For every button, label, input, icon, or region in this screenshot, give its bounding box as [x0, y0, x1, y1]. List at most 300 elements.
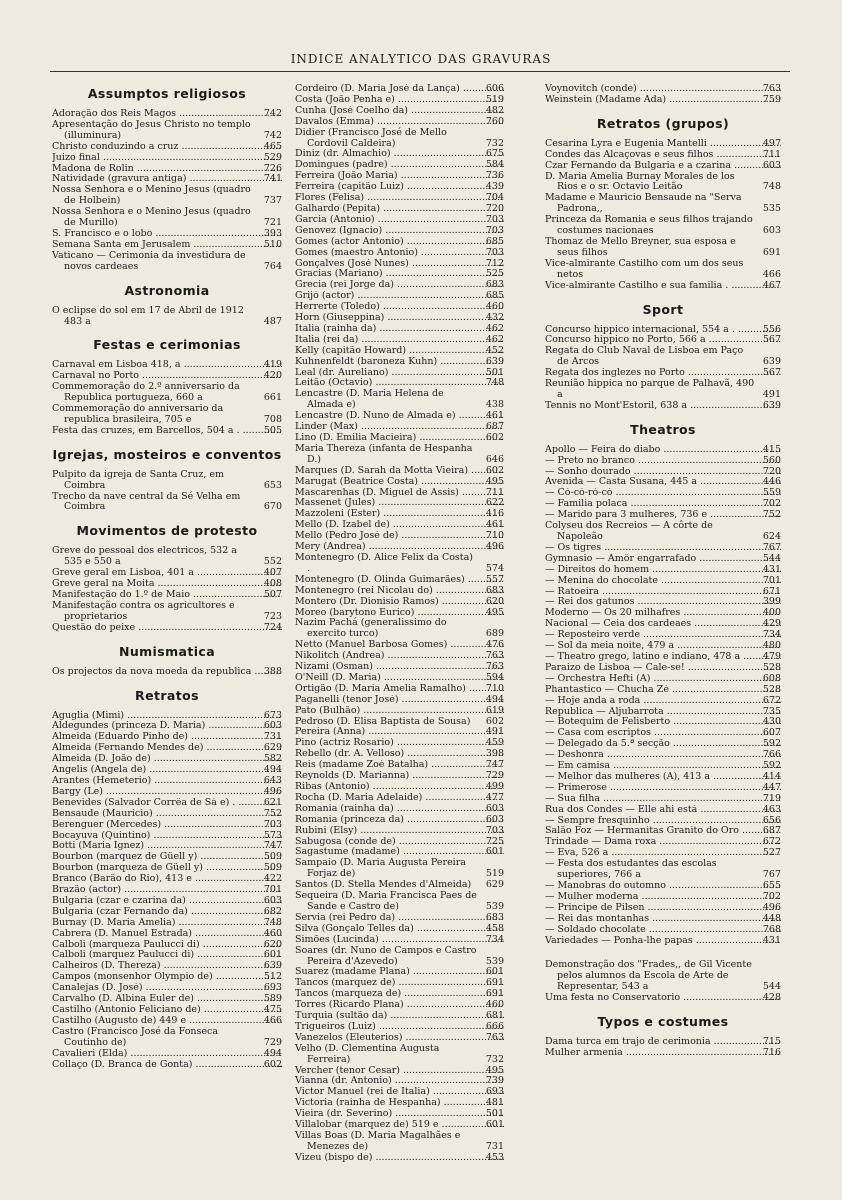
index-entry	[545, 150, 781, 161]
index-entry	[295, 1098, 504, 1109]
entry-page-number: 461	[485, 410, 504, 422]
entry-page-number: 594	[485, 671, 504, 683]
entry-page-number: 560	[762, 454, 781, 466]
section-title: Retratos (grupos)	[596, 115, 730, 131]
entry-page-number: 766	[762, 749, 781, 761]
index-entry	[295, 269, 504, 280]
entry-page-number: 496	[762, 901, 781, 913]
entry-title: — Familia polaca .....	[545, 499, 781, 510]
entry-page-number: 653	[263, 479, 282, 491]
index-entry	[545, 467, 781, 478]
entry-title: Reynolds (D. Marianna) .....	[295, 771, 504, 782]
index-entry	[52, 831, 282, 842]
index-entry	[295, 160, 504, 171]
entry-title: — Botequim de Felisberto .....	[545, 717, 781, 728]
spacer	[545, 946, 781, 960]
index-entry	[295, 553, 504, 575]
entry-page-number: 505	[263, 424, 282, 436]
index-entry	[545, 993, 781, 1004]
index-entry	[545, 456, 781, 467]
index-entry	[295, 1011, 504, 1022]
index-entry	[545, 565, 781, 576]
entry-page-number: 685	[485, 290, 504, 302]
entry-page-number: 639	[263, 960, 282, 972]
entry-title: Variedades — Ponha-lhe papas .....	[545, 936, 781, 947]
entry-title: Ortigão (D. Maria Amelia Ramalho) .....	[295, 684, 504, 695]
section-title: Numismatica	[118, 643, 216, 659]
entry-title: Garcia (Antonio) .....	[295, 215, 504, 226]
entry-page-number: 497	[762, 137, 781, 149]
entry-title: Apresentação do Jesus Christo no templo (illuminura)	[52, 118, 251, 141]
entry-title: Pino (actriz Rosario) .....	[295, 738, 504, 749]
entry-title: — Em camisa .....	[545, 761, 781, 772]
entry-page-number: 429	[762, 618, 781, 630]
entry-page-number: 691	[485, 988, 504, 1000]
entry-title: Trecho da nave central da Sé Velha em Coimbra	[52, 490, 241, 513]
entry-page-number: 691	[485, 977, 504, 989]
index-entry	[295, 509, 504, 520]
entry-page-number: 703	[263, 818, 282, 830]
entry-title: Mello (D. Izabel de) .....	[295, 520, 504, 531]
entry-title: Calboli (marqueza Paulucci di) .....	[52, 940, 282, 951]
index-entry	[545, 576, 781, 587]
entry-title: Ferreira (capitão Luiz) .....	[295, 182, 504, 193]
entry-title: Castilho (Augusto de) 449 e .....	[52, 1016, 282, 1027]
entry-title: Avenida — Casta Susana, 445 a .....	[545, 477, 781, 488]
entry-page-number: 399	[762, 596, 781, 608]
entry-title: — Theatro grego, latino e indiano, 478 a .....	[545, 652, 781, 663]
entry-title: — Casa com escriptos .....	[545, 728, 781, 739]
entry-page-number: 666	[485, 1020, 504, 1032]
entry-title: Marques (D. Sarah da Motta Vieira) .....	[295, 466, 504, 477]
entry-title: — Menina do chocolate .....	[545, 576, 781, 587]
section-title: Retratos	[135, 687, 199, 703]
entry-title: Os projectos da nova moeda da republica .....	[52, 667, 282, 678]
index-entry	[52, 404, 282, 426]
index-entry	[52, 251, 282, 273]
entry-title: Galhardo (Pepita) .....	[295, 204, 504, 215]
entry-page-number: 499	[485, 781, 504, 792]
entry-page-number: 603	[263, 894, 282, 906]
entry-title: Arantes (Hemeterio) .....	[52, 776, 282, 787]
index-entry	[295, 946, 504, 968]
index-entry	[295, 422, 504, 433]
entry-title: Romania (rainha da) .....	[295, 804, 504, 815]
entry-page-number: 398	[485, 748, 504, 760]
index-entry	[295, 684, 504, 695]
entry-title: Vice-almirante Castilho e sua familia . .....	[545, 281, 781, 292]
index-entry	[545, 652, 781, 663]
entry-page-number: 608	[762, 672, 781, 684]
entry-page-number: 693	[485, 1086, 504, 1098]
index-entry	[52, 950, 282, 961]
index-entry	[545, 488, 781, 499]
theatros-extra-list	[545, 960, 781, 1004]
entry-page-number: 393	[263, 227, 282, 239]
index-entry	[295, 891, 504, 913]
index-entry	[52, 787, 282, 798]
entry-title: Ferreira (João Maria) .....	[295, 171, 504, 182]
index-entry	[545, 325, 781, 336]
index-entry	[545, 237, 781, 259]
entry-title: — Sol da meia noite, 479 a .....	[545, 641, 781, 652]
entry-title: — Festa dos estudantes das escolas superiores, 766 a	[545, 858, 717, 881]
entry-title: Madona de Rolin .....	[52, 164, 282, 175]
index-entry	[545, 641, 781, 652]
entry-title: Netto (Manuel Barbosa Gomes) .....	[295, 640, 504, 651]
index-entry	[545, 805, 781, 816]
entry-title: — Sua filha .....	[545, 794, 781, 805]
entry-page-number: 494	[263, 764, 282, 776]
column-right	[545, 84, 781, 1059]
index-entry	[295, 259, 504, 270]
entry-title: Didier (Francisco José de Mello Cordovil Caldeira)	[295, 126, 447, 149]
index-entry	[52, 1005, 282, 1016]
entry-page-number: 477	[485, 791, 504, 803]
entry-page-number: 767	[762, 869, 781, 881]
entry-title: Genovez (Ignacio) .....	[295, 226, 504, 237]
entry-title: Christo conduzindo a cruz .....	[52, 142, 282, 153]
entry-page-number: 463	[762, 803, 781, 815]
entry-title: D. Maria Amelia Burnay Morales de los Rios e o sr. Octavio Leitão	[545, 170, 735, 193]
entry-title: Vieira (dr. Severino) .....	[295, 1109, 504, 1120]
entry-page-number: 708	[263, 413, 282, 425]
entry-title: Regata dos inglezes no Porto .....	[545, 368, 781, 379]
entry-title: Greve geral em Lisboa, 401 a .....	[52, 568, 282, 579]
entry-page-number: 729	[485, 770, 504, 782]
index-entry	[295, 760, 504, 771]
index-entry	[295, 117, 504, 128]
entry-page-number: 671	[762, 585, 781, 597]
index-entry	[545, 1037, 781, 1048]
index-entry	[295, 346, 504, 357]
index-entry	[295, 1044, 504, 1066]
entry-title: Sabugosa (conde de) .....	[295, 837, 504, 848]
entry-title: Lino (D. Emilia Macieira) .....	[295, 433, 504, 444]
index-entry	[545, 859, 781, 881]
entry-page-number: 691	[762, 246, 781, 258]
entry-title: Carnaval em Lisboa 418, a .....	[52, 360, 282, 371]
entry-title: — Mulher moderna .....	[545, 892, 781, 903]
index-entry	[295, 106, 504, 117]
index-entry	[52, 229, 282, 240]
entry-page-number: 460	[485, 301, 504, 313]
entry-title: Davalos (Emma) .....	[295, 117, 504, 128]
entry-title: Phantastico — Chucha Zé .....	[545, 685, 781, 696]
entry-title: Apollo — Feira do diabo .....	[545, 445, 781, 456]
entry-title: Condes das Alcaçovas e seus filhos .....	[545, 150, 781, 161]
index-entry	[52, 994, 282, 1005]
section-title: Theatros	[630, 421, 696, 437]
entry-page-number: 752	[263, 807, 282, 819]
entry-title: Costa (João Penha e) .....	[295, 95, 504, 106]
entry-title: Bulgaria (czar Fernando da) .....	[52, 907, 282, 918]
entry-title: Diniz (dr. Almachio) .....	[295, 149, 504, 160]
entry-title: Flores (Felisa) .....	[295, 193, 504, 204]
entry-title: Festa das cruzes, em Barcellos, 504 a . .....	[52, 426, 282, 437]
entry-page-number: 466	[263, 1014, 282, 1026]
entry-page-number: 646	[485, 453, 504, 465]
index-entry	[545, 445, 781, 456]
index-entry	[295, 1076, 504, 1087]
index-entry	[295, 651, 504, 662]
index-entry	[295, 280, 504, 291]
entry-page-number: 601	[485, 1119, 504, 1131]
section-title: Sport	[642, 301, 684, 317]
entry-title: Grecia (rei Jorge da) .....	[295, 280, 504, 291]
index-entry	[545, 346, 781, 368]
entry-title: Cavalieri (Elda) .....	[52, 1049, 282, 1060]
index-entry	[295, 793, 504, 804]
index-entry	[545, 837, 781, 848]
index-entry	[295, 466, 504, 477]
entry-title: — Reposteiro verde .....	[545, 630, 781, 641]
entry-title: — Hoje anda a roda .....	[545, 696, 781, 707]
index-entry	[52, 382, 282, 404]
entry-page-number: 629	[485, 879, 504, 891]
entry-page-number: 487	[263, 315, 282, 327]
entry-title: Uma festa no Conservatorio .....	[545, 993, 781, 1004]
entry-page-number: 763	[485, 661, 504, 673]
index-entry	[295, 520, 504, 531]
index-entry	[52, 929, 282, 940]
entry-page-number: 681	[485, 1010, 504, 1022]
index-entry	[295, 826, 504, 837]
entry-page-number: 512	[263, 971, 282, 983]
entry-page-number: 556	[762, 323, 781, 335]
entry-title: — Os tigres .....	[545, 543, 781, 554]
entry-title: Montenegro (rei Nicolau do) .....	[295, 586, 504, 597]
index-entry	[295, 84, 504, 95]
entry-title: Cunha (José Coelho da) .....	[295, 106, 504, 117]
entry-title: Santos (D. Stella Mendes d'Almeida)	[295, 879, 472, 891]
entry-page-number: 552	[263, 556, 282, 568]
entry-title: Bocayuva (Quintino) .....	[52, 831, 282, 842]
entry-title: Collaço (D. Branca de Gonta) .....	[52, 1060, 282, 1071]
entry-page-number: 494	[263, 1047, 282, 1059]
entry-title: Carvalho (D. Albina Euler de) .....	[52, 994, 282, 1005]
index-entry	[52, 711, 282, 722]
entry-page-number: 460	[485, 999, 504, 1011]
index-entry	[545, 587, 781, 598]
entry-title: Bourbon (marquez de Güell y) .....	[52, 852, 282, 863]
entry-page-number: 747	[485, 759, 504, 771]
entry-title: Vercher (tenor Cesar) .....	[295, 1066, 504, 1077]
entry-page-number: 768	[762, 923, 781, 935]
index-entry	[52, 852, 282, 863]
entry-title: Mascarenhas (D. Miguel de Assis) .....	[295, 488, 504, 499]
entry-page-number: 767	[762, 541, 781, 553]
entry-title: Vanezelos (Eleuterios) .....	[295, 1033, 504, 1044]
entry-title: Pato (Bulhão) .....	[295, 706, 504, 717]
entry-title: Weinstein (Madame Ada) .....	[545, 95, 781, 106]
theatros-list	[545, 445, 781, 947]
entry-page-number: 481	[485, 1097, 504, 1109]
entry-page-number: 458	[485, 922, 504, 934]
entry-page-number: 621	[263, 796, 282, 808]
entry-title: Reunião hippica no parque de Palhavã, 490 a	[545, 378, 755, 400]
entry-page-number: 685	[485, 235, 504, 247]
header-rule	[50, 71, 790, 72]
entry-title: Marugat (Beatrice Costa) .....	[295, 477, 504, 488]
entry-title: Soares (dr. Nuno de Campos e Castro Pereira d'Azevedo)	[295, 944, 477, 967]
index-entry	[52, 1060, 282, 1071]
index-entry	[545, 685, 781, 696]
entry-title: — Melhor das mulheres (A), 413 a .....	[545, 772, 781, 783]
index-entry	[295, 695, 504, 706]
entry-page-number: 529	[263, 151, 282, 163]
entry-page-number: 415	[762, 443, 781, 455]
entry-page-number: 639	[485, 355, 504, 367]
index-entry	[545, 761, 781, 772]
entry-title: Bulgaria (czar e czarina da) .....	[52, 896, 282, 907]
entry-page-number: 460	[263, 927, 282, 939]
entry-title: Pereira (Anna) .....	[295, 727, 504, 738]
entry-title: Manifestação contra os agricultores e proprietarios	[52, 599, 235, 622]
index-entry	[52, 667, 282, 678]
index-entry	[295, 662, 504, 673]
entry-title: Paraizo de Lisboa — Cale-se! .....	[545, 663, 781, 674]
entry-page-number: 732	[485, 137, 504, 149]
index-entry	[52, 765, 282, 776]
entry-page-number: 710	[485, 530, 504, 542]
entry-title: Gomes (actor Antonio) .....	[295, 237, 504, 248]
entry-title: Trigueiros (Luiz) .....	[295, 1022, 504, 1033]
entry-title: Moreo (barytono Eurico) .....	[295, 608, 504, 619]
entry-title: Brazão (actor) .....	[52, 885, 282, 896]
entry-page-number: 452	[485, 344, 504, 356]
index-entry	[295, 749, 504, 760]
entry-page-number: 567	[762, 334, 781, 346]
entry-title: Montenegro (D. Olinda Guimarães) .....	[295, 575, 504, 586]
index-entry	[295, 1066, 504, 1077]
entry-page-number: 729	[263, 1036, 282, 1048]
entry-page-number: 465	[263, 140, 282, 152]
entry-page-number: 701	[263, 884, 282, 896]
entry-page-number: 519	[485, 93, 504, 105]
entry-page-number: 582	[263, 753, 282, 765]
entry-title: Calboli (marquez Paulucci di) .....	[52, 950, 282, 961]
entry-title: Sequeira (D. Maria Francisca Paes de Sande e Castro de)	[295, 890, 477, 912]
entry-title: Mello (Pedro José de) .....	[295, 531, 504, 542]
index-entry	[545, 663, 781, 674]
entry-title: Adoração dos Reis Magos .....	[52, 109, 282, 120]
entry-page-number: 670	[263, 501, 282, 513]
entry-title: Velho (D. Clementina Augusta Ferreira)	[295, 1042, 440, 1065]
entry-title: Vianna (dr. Antonio) .....	[295, 1076, 504, 1087]
entry-title: Greve do pessoal dos electricos, 532 a 535 e 550 a	[52, 545, 237, 568]
index-entry	[52, 164, 282, 175]
entry-page-number: 703	[485, 246, 504, 258]
index-entry	[52, 601, 282, 623]
index-entry	[52, 940, 282, 951]
section-title: Assumptos religiosos	[87, 86, 247, 101]
entry-title: — Orchestra Hefti (A) .....	[545, 674, 781, 685]
entry-page-number: 672	[762, 836, 781, 848]
index-entry	[52, 754, 282, 765]
section-title: Movimentos de protesto	[76, 523, 258, 539]
index-entry	[545, 499, 781, 510]
igrejas-list	[52, 470, 282, 514]
entry-title: Commemoração do 2.º anniversario da Republica portugueza, 660 a	[52, 381, 240, 404]
entry-title: Greve geral na Moita .....	[52, 579, 282, 590]
religiosos-list	[52, 109, 282, 273]
entry-title: Cabrera (D. Manuel Estrada) .....	[52, 929, 282, 940]
index-entry	[52, 961, 282, 972]
entry-page-number: 448	[762, 912, 781, 924]
index-entry	[52, 907, 282, 918]
index-entry	[295, 1153, 504, 1164]
entry-page-number: 673	[263, 709, 282, 721]
index-entry	[52, 1049, 282, 1060]
entry-title: Villalobar (marquez de) 519 e .....	[295, 1120, 504, 1131]
index-entry	[295, 586, 504, 597]
entry-title: — Manobras do outomno .....	[545, 881, 781, 892]
entry-page-number: 535	[762, 203, 781, 215]
entry-title: Questão do peixe .....	[52, 623, 282, 634]
entry-page-number: 683	[485, 279, 504, 291]
entry-title: Demonstração dos "Frades,, de Gil Vicente pelos alumnos da Escola de Arte de Representar, 543 a	[545, 959, 752, 993]
index-entry	[295, 706, 504, 717]
entry-title: Botti (Maria Ignez) .....	[52, 841, 282, 852]
entry-title: Nacional — Ceia dos cardeaes .....	[545, 619, 781, 630]
index-entry	[545, 401, 781, 412]
entry-page-number: 491	[762, 388, 781, 400]
entry-page-number: 567	[762, 367, 781, 379]
entry-page-number: 431	[762, 563, 781, 575]
entry-title: Gymnasio — Amôr engarrafado .....	[545, 554, 781, 565]
index-entry	[295, 368, 504, 379]
index-entry	[52, 874, 282, 885]
entry-page-number: 737	[263, 195, 282, 207]
index-entry	[52, 983, 282, 994]
index-entry	[545, 783, 781, 794]
entry-title: Vizeu (bispo de) .....	[295, 1153, 504, 1164]
entry-title: Burnay (D. Maria Amelia) .....	[52, 918, 282, 929]
entry-page-number: 603	[263, 720, 282, 732]
entry-title: Benevides (Salvador Corrêa de Sá e) . .....	[52, 798, 282, 809]
entry-page-number: 732	[485, 1053, 504, 1065]
index-entry	[295, 95, 504, 106]
index-entry	[545, 161, 781, 172]
index-entry	[295, 1022, 504, 1033]
index-entry	[52, 360, 282, 371]
entry-title: Turquia (sultão da) .....	[295, 1011, 504, 1022]
entry-title: Romania (princeza da) .....	[295, 815, 504, 826]
entry-title: Victoria (rainha de Hespanha) .....	[295, 1098, 504, 1109]
entry-page-number: 447	[762, 781, 781, 793]
index-entry	[545, 936, 781, 947]
entry-page-number: 601	[485, 966, 504, 978]
index-entry	[295, 771, 504, 782]
entry-page-number: 528	[762, 661, 781, 673]
entry-title: Branco (Barão do Rio), 413 e .....	[52, 874, 282, 885]
index-entry	[545, 772, 781, 783]
index-entry	[295, 531, 504, 542]
entry-page-number: 462	[485, 322, 504, 334]
entry-page-number: 461	[485, 519, 504, 531]
entry-title: Almeida (Eduardo Pinho de) .....	[52, 732, 282, 743]
index-entry	[295, 913, 504, 924]
entry-page-number: 629	[263, 742, 282, 754]
entry-page-number: 742	[263, 108, 282, 119]
entry-title: Montero (Dr. Dionisio Ramos) .....	[295, 597, 504, 608]
index-entry	[295, 335, 504, 346]
index-entry	[52, 492, 282, 514]
entry-page-number: 482	[485, 104, 504, 116]
entry-title: — Soldado chocolate .....	[545, 925, 781, 936]
entry-title: — Sonho dourado .....	[545, 467, 781, 478]
